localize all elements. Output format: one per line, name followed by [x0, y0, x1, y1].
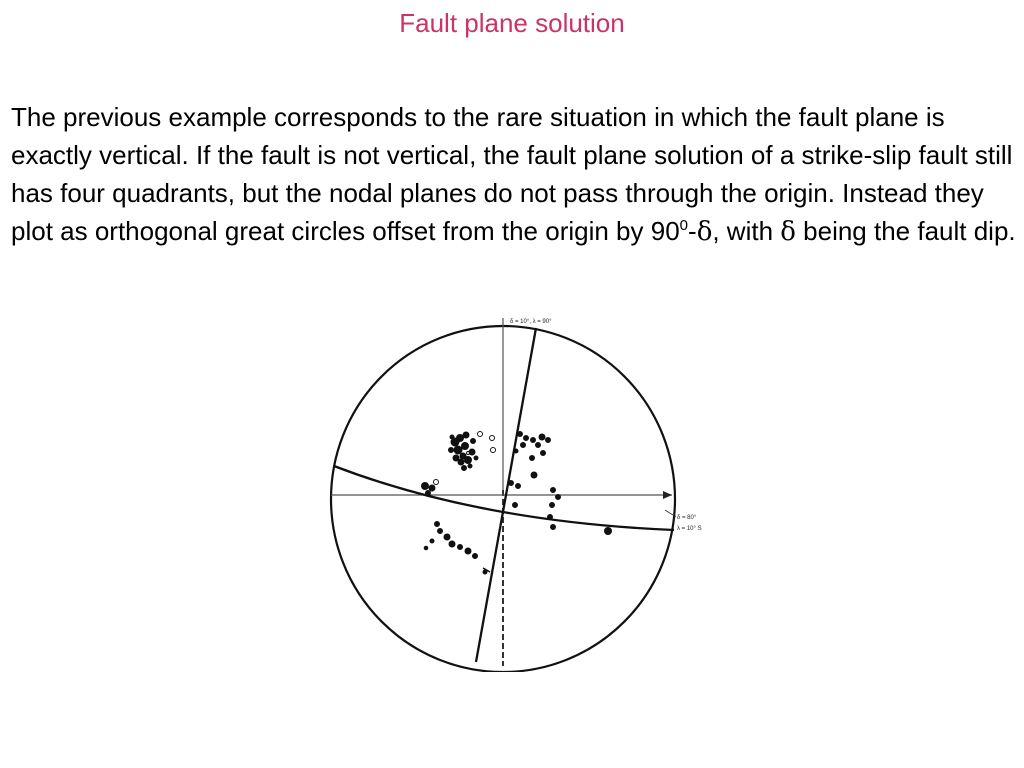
body-paragraph [11, 98, 1016, 251]
paragraph-mid: , with [712, 216, 781, 246]
label-right-1: δ = 80° [677, 515, 697, 521]
lower-left-cluster [424, 522, 487, 575]
slide-title: Fault plane solution [399, 8, 625, 38]
horizontal-axis-arrow [663, 491, 672, 499]
degree-superscript: 0 [679, 217, 689, 234]
upper-left-cluster [422, 432, 496, 496]
delta-symbol-2: δ [780, 217, 796, 247]
paragraph-main: The previous example corresponds to the rare situation in which the fault plane is exactly vertical. If the fault is not vertical, the fault plane solution of a strike-slip fault still has four quadrants, but the nodal planes do not pass through the origin. Instead they plot as orthogonal great circles offset from the origin by 90 [11, 102, 1013, 246]
upper-right-cluster [509, 432, 612, 535]
paragraph-end: being the fault dip. [795, 216, 1016, 246]
label-right-2: λ = 10° S [677, 526, 702, 532]
stereonet-diagram [320, 310, 730, 672]
paragraph-dash: - [688, 216, 697, 246]
label-top: δ = 10°, λ = 90° [510, 319, 552, 325]
stereonet-figure [320, 310, 730, 672]
delta-symbol: δ [696, 217, 713, 247]
